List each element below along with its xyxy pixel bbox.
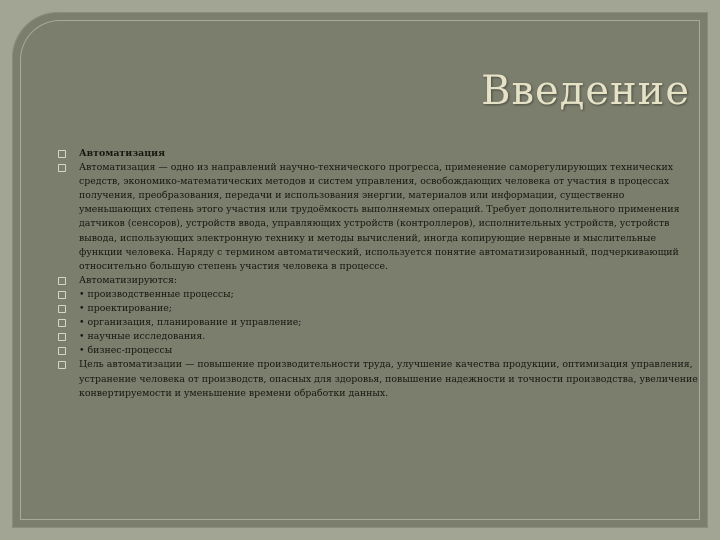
paragraph-goal: [58, 358, 698, 400]
list-item: [58, 302, 698, 316]
square-bullet-icon: [58, 291, 66, 299]
list-item-text: • научные исследования.: [79, 331, 206, 343]
slide-content: [58, 147, 698, 401]
list-item-text: • производственные процессы;: [79, 288, 234, 300]
paragraph-text: Цель автоматизации — повышение производительности труда, улучшение качества продукции, оптимизация управления, устранение человека от производств, опасных для здоровья, повышение надежности и точности производства, увеличение конвертируемости и уменьшение времени обработки данных.: [79, 359, 698, 399]
list-item: [58, 316, 698, 330]
square-bullet-icon: [58, 333, 66, 341]
paragraph-list-intro: [58, 274, 698, 288]
slide-frame: [12, 12, 708, 528]
list-item: [58, 288, 698, 302]
paragraph-text: Автоматизируются:: [79, 274, 178, 286]
square-bullet-icon: [58, 277, 66, 285]
square-bullet-icon: [58, 319, 66, 327]
list-item: [58, 330, 698, 344]
square-bullet-icon: [58, 305, 66, 313]
list-item-text: • проектирование;: [79, 303, 172, 315]
list-item-text: • организация, планирование и управление;: [79, 317, 302, 329]
square-bullet-icon: [58, 361, 66, 369]
list-item: [58, 344, 698, 358]
paragraph-text: Автоматизация — одно из направлений научно-технического прогресса, применение саморегулирующих технических средств, экономико-математических методов и систем управления, освобождающих человека от участия в процессах получения, преобразования, передачи и использования энергии, материалов или информации, существенно уменьшающих степень этого участия или трудоёмкость выполняемых операций. Требует дополнительного применения датчиков (сенсоров), устройств ввода, управляющих устройств (контроллеров), исполнительных устройств, устройств вывода, использующих электронную технику и методы вычислений, иногда копирующие нервные и мыслительные функции человека. Наряду с термином автоматический, используется понятие автоматизированный, подчеркивающий относительно большую степень участия человека в процессе.: [79, 162, 680, 272]
paragraph-definition: [58, 161, 698, 274]
paragraph-text: Автоматизация: [79, 148, 166, 159]
square-bullet-icon: [58, 347, 66, 355]
square-bullet-icon: [58, 164, 66, 172]
slide-title: Введение: [481, 68, 690, 114]
paragraph-heading: [58, 147, 698, 161]
square-bullet-icon: [58, 150, 66, 158]
list-item-text: • бизнес-процессы: [79, 345, 173, 357]
